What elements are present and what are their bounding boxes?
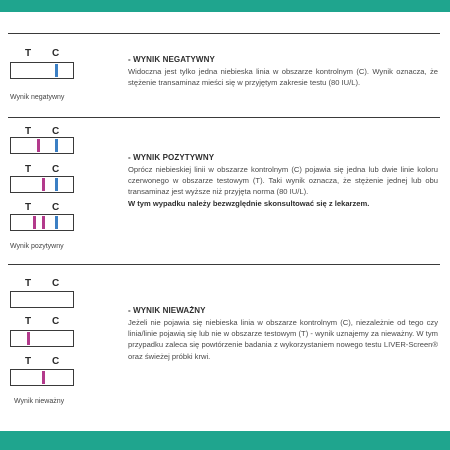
test-line [42, 178, 45, 191]
section-divider [8, 33, 440, 34]
control-line [55, 178, 58, 191]
heading-invalid: - WYNIK NIEWAŻNY [128, 306, 206, 315]
strip-t-label: T [25, 356, 32, 367]
strip-c-label: C [52, 202, 60, 213]
strip-t-label: T [25, 164, 32, 175]
strip-c-label: C [52, 48, 60, 59]
positive-description: Oprócz niebieskiej linii w obszarze kontrolnym (C) pojawia się jedna lub dwie linie koloru czerwonego w obszarze testowym (T). Taki wynik oznacza, że stężenie jednej lub obu transaminaz jest wyższe niż przyjęta norma (80 IU/L). [128, 165, 438, 197]
test-line [37, 139, 40, 152]
strip-c-label: C [52, 126, 60, 137]
test-line [42, 216, 45, 229]
bottom-accent-bar [0, 431, 450, 450]
strip-t-label: T [25, 126, 32, 137]
control-line [55, 139, 58, 152]
test-strip-invalid-2 [10, 330, 74, 347]
strip-t-label: T [25, 316, 32, 327]
strip-c-label: C [52, 356, 60, 367]
caption-positive: Wynik pozytywny [10, 243, 64, 250]
heading-positive: - WYNIK POZYTYWNY [128, 153, 215, 162]
strip-c-label: C [52, 316, 60, 327]
test-strip-invalid-3 [10, 369, 74, 386]
test-strip-positive-1 [10, 137, 74, 154]
test-strip-positive-3 [10, 214, 74, 231]
strip-t-label: T [25, 48, 32, 59]
control-line [55, 216, 58, 229]
strip-c-label: C [52, 278, 60, 289]
text-positive [128, 164, 438, 209]
text-negative [128, 66, 438, 88]
caption-invalid: Wynik nieważny [14, 398, 65, 405]
test-line [27, 332, 30, 345]
section-divider [8, 264, 440, 265]
strip-t-label: T [25, 202, 32, 213]
section-divider [8, 117, 440, 118]
test-strip-negative [10, 62, 74, 79]
positive-warning: W tym wypadku należy bezwzględnie skonsultować się z lekarzem. [128, 198, 370, 208]
test-strip-positive-2 [10, 176, 74, 193]
test-strip-invalid-1 [10, 291, 74, 308]
strip-c-label: C [52, 164, 60, 175]
invalid-description: Jeżeli nie pojawia się niebieska linia w obszarze kontrolnym (C), niezależnie od tego czy linia/linie pojawią się lub nie w obszarze testowym (T) - wynik uznajemy za nieważny. W tym przypadku zaleca się powtórzenie badania z wykorzystaniem nowego testu LIVER-Screen® oraz świeżej próbki krwi. [128, 318, 438, 361]
control-line [55, 64, 58, 77]
strip-t-label: T [25, 278, 32, 289]
top-accent-bar [0, 0, 450, 12]
text-invalid [128, 317, 438, 362]
test-line [42, 371, 45, 384]
test-line [33, 216, 36, 229]
heading-negative: - WYNIK NEGATYWNY [128, 55, 215, 64]
caption-negative: Wynik negatywny [10, 94, 65, 101]
negative-description: Widoczna jest tylko jedna niebieska linia w obszarze kontrolnym (C). Wynik oznacza, że stężenie transaminaz mieści się w przyjętym zakresie testu (80 IU/L). [128, 67, 438, 88]
